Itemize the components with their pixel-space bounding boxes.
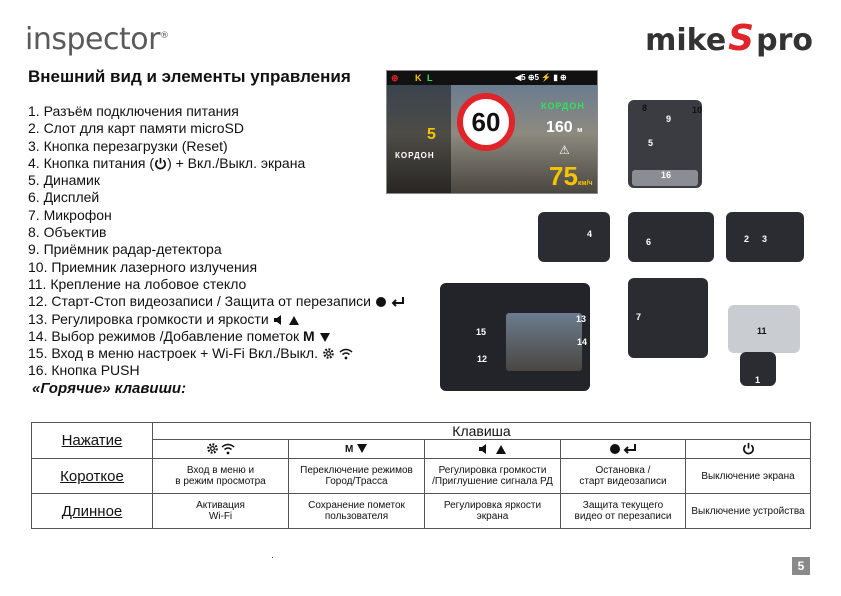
up-triangle-icon bbox=[288, 315, 300, 326]
callout-1: 1 bbox=[755, 375, 761, 385]
screen-camera-name: КОРДОН bbox=[541, 101, 585, 111]
brand-logo: inspector® bbox=[25, 22, 169, 57]
parts-list bbox=[28, 103, 405, 380]
callout-16: 16 bbox=[661, 170, 672, 180]
screen-speed: 75км/ч bbox=[549, 161, 593, 191]
enter-arrow-icon bbox=[391, 296, 405, 308]
list-item: 10. Приемник лазерного излучения bbox=[28, 258, 258, 275]
power-icon bbox=[154, 157, 167, 170]
table-cell: Остановка / старт видеозаписи bbox=[561, 459, 686, 494]
list-item: 9. Приёмник радар-детектора bbox=[28, 241, 222, 258]
table-cell: Выключение экрана bbox=[686, 459, 811, 494]
row-label-press: Нажатие bbox=[32, 423, 153, 459]
record-dot-icon bbox=[609, 443, 621, 455]
model-logo: mikeSpro bbox=[645, 18, 813, 59]
page-number: 5 bbox=[792, 557, 810, 575]
screen-left-panel bbox=[387, 85, 451, 193]
key-icon-m bbox=[289, 440, 425, 459]
down-triangle-icon bbox=[319, 332, 331, 343]
callout-9: 9 bbox=[666, 114, 672, 124]
list-item: 14. Выбор режимов /Добавление пометок M bbox=[28, 328, 405, 345]
device-back bbox=[628, 212, 714, 262]
list-item: 4. Кнопка питания ( ) + Вкл./Выкл. экрана bbox=[28, 154, 306, 171]
gear-icon bbox=[322, 347, 335, 360]
row-label-short: Короткое bbox=[32, 459, 153, 494]
table-cell: Регулировка яркости экрана bbox=[425, 494, 561, 529]
list-item: 6. Дисплей bbox=[28, 189, 100, 206]
device-left-side bbox=[538, 212, 610, 262]
key-icon-volume bbox=[425, 440, 561, 459]
callout-13: 13 bbox=[576, 314, 587, 324]
screen-status-bar bbox=[387, 71, 597, 85]
callout-8: 8 bbox=[642, 103, 648, 113]
wifi-icon bbox=[339, 348, 353, 360]
callout-11: 11 bbox=[757, 326, 767, 336]
list-item: 16. Кнопка PUSH bbox=[28, 362, 140, 379]
hotkeys-title: «Горячие» клавиши: bbox=[32, 380, 187, 397]
antenna-icon: ⊕ bbox=[391, 73, 399, 83]
callout-10: 10 bbox=[692, 105, 703, 115]
power-icon bbox=[742, 442, 755, 455]
list-item: 7. Микрофон bbox=[28, 206, 112, 223]
page-title: Внешний вид и элементы управления bbox=[28, 67, 351, 86]
gear-icon bbox=[206, 442, 219, 455]
signal-count: 5 bbox=[427, 126, 436, 143]
status-k: K bbox=[415, 73, 422, 83]
list-item: 11. Крепление на лобовое стекло bbox=[28, 275, 247, 292]
up-triangle-icon bbox=[495, 444, 507, 455]
list-item: 15. Вход в меню настроек + Wi-Fi Вкл./Выкл. bbox=[28, 345, 405, 362]
speaker-icon bbox=[478, 443, 490, 455]
screen-camera-name-left: КОРДОН bbox=[395, 151, 435, 160]
display-screenshot bbox=[386, 70, 598, 194]
list-item: 3. Кнопка перезагрузки (Reset) bbox=[28, 137, 228, 154]
warning-triangle-icon: ⚠ bbox=[559, 143, 570, 157]
table-cell: Переключение режимов Город/Трасса bbox=[289, 459, 425, 494]
table-cell: Сохранение пометок пользователя bbox=[289, 494, 425, 529]
key-icon-power bbox=[686, 440, 811, 459]
table-cell: Защита текущего видео от перезаписи bbox=[561, 494, 686, 529]
list-item: 5. Динамик bbox=[28, 172, 100, 189]
speed-limit-sign: 60 bbox=[457, 93, 515, 151]
key-header: Клавиша bbox=[153, 423, 811, 440]
mode-m-icon: M bbox=[303, 327, 315, 344]
table-cell: Регулировка громкости /Приглушение сигнала РД bbox=[425, 459, 561, 494]
speaker-icon bbox=[273, 314, 285, 326]
down-triangle-icon bbox=[356, 443, 368, 454]
callout-5: 5 bbox=[648, 138, 654, 148]
callout-6: 6 bbox=[646, 237, 652, 247]
wifi-icon bbox=[221, 443, 235, 455]
mode-m-icon: M bbox=[344, 444, 354, 455]
callout-3: 3 bbox=[762, 234, 768, 244]
status-icons: ◀5 ⊕5 ⚡ ▮ ⊕ bbox=[515, 73, 567, 82]
callout-14: 14 bbox=[577, 337, 588, 347]
list-item: 13. Регулировка громкости и яркости bbox=[28, 311, 405, 328]
key-icon-record bbox=[561, 440, 686, 459]
callout-7: 7 bbox=[636, 312, 642, 322]
device-front-perspective bbox=[440, 283, 590, 391]
status-l: L bbox=[427, 73, 433, 83]
list-item: 1. Разъём подключения питания bbox=[28, 103, 239, 119]
list-item: 2. Слот для карт памяти microSD bbox=[28, 120, 244, 137]
hotkeys-table bbox=[31, 422, 811, 529]
row-label-long: Длинное bbox=[32, 494, 153, 529]
callout-15: 15 bbox=[476, 327, 487, 337]
callout-2: 2 bbox=[744, 234, 750, 244]
key-icon-gear-wifi bbox=[153, 440, 289, 459]
stray-dot bbox=[272, 557, 273, 558]
list-item: 12. Старт-Стоп видеозаписи / Защита от перезаписи bbox=[28, 293, 405, 310]
record-dot-icon bbox=[375, 296, 387, 308]
table-cell: Выключение устройства bbox=[686, 494, 811, 529]
callout-12: 12 bbox=[477, 354, 488, 364]
table-cell: Активация Wi-Fi bbox=[153, 494, 289, 529]
table-row bbox=[32, 494, 811, 529]
callout-4: 4 bbox=[587, 229, 593, 239]
list-item: 8. Объектив bbox=[28, 224, 107, 241]
table-cell: Вход в меню и в режим просмотра bbox=[153, 459, 289, 494]
enter-arrow-icon bbox=[623, 443, 637, 455]
table-row bbox=[32, 459, 811, 494]
screen-distance: 160 м bbox=[546, 119, 583, 136]
